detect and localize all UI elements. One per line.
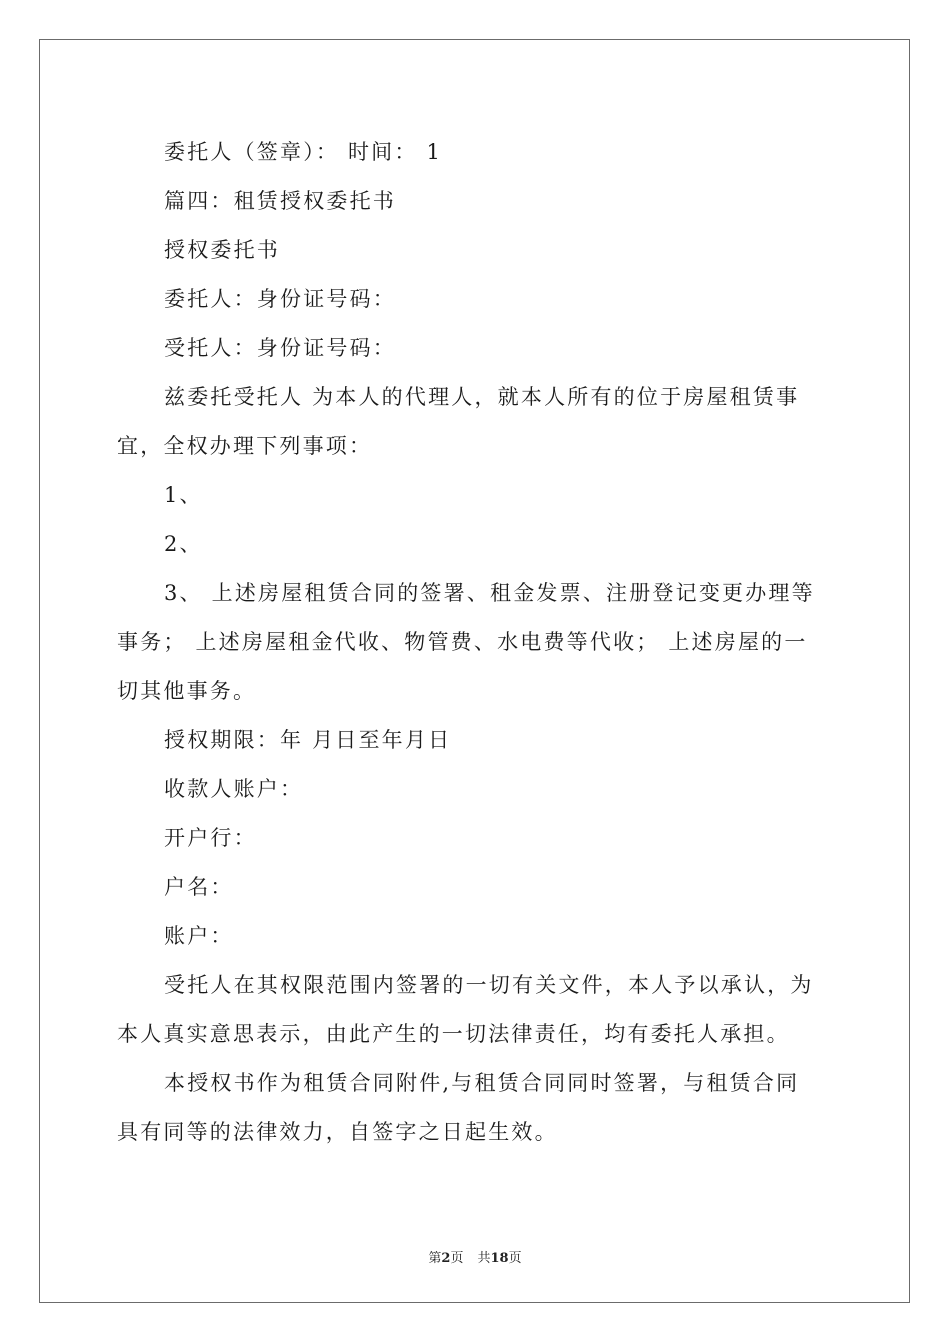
- agent-id-line: 受托人：身份证号码：: [164, 336, 396, 360]
- account-number-label: 账户：: [164, 924, 234, 948]
- signature-line: 委托人（签章）： 时间： 1: [164, 140, 443, 164]
- total-pages: 18: [490, 1251, 509, 1266]
- payee-account-label: 收款人账户：: [164, 777, 304, 801]
- principal-id-line: 委托人：身份证号码：: [164, 287, 396, 311]
- page-number: 2: [441, 1251, 451, 1266]
- page-prefix: 第: [428, 1251, 442, 1266]
- page-suffix: 页: [450, 1251, 464, 1266]
- paragraph-line: 受托人在其权限范围内签署的一切有关文件，本人予以承认，为: [164, 973, 814, 997]
- paragraph-line: 具有同等的法律效力，自签字之日起生效。: [117, 1120, 558, 1144]
- paragraph-line: 切其他事务。: [117, 679, 257, 703]
- paragraph-line: 本人真实意思表示，由此产生的一切法律责任，均有委托人承担。: [117, 1022, 790, 1046]
- total-suffix: 页: [508, 1251, 522, 1266]
- account-name-label: 户名：: [164, 875, 234, 899]
- list-item: 3、 上述房屋租赁合同的签署、租金发票、注册登记变更办理等: [164, 581, 815, 605]
- list-item: 1、: [164, 483, 203, 507]
- page-footer: [0, 1247, 950, 1266]
- paragraph-line: 宜，全权办理下列事项：: [117, 434, 373, 458]
- paragraph-line: 兹委托受托人 为本人的代理人，就本人所有的位于房屋租赁事: [164, 385, 800, 409]
- section-heading: 篇四：租赁授权委托书: [164, 189, 396, 213]
- authorization-period: 授权期限：年 月日至年月日: [164, 728, 452, 752]
- paragraph-line: 本授权书作为租赁合同附件,与租赁合同同时签署，与租赁合同: [164, 1071, 800, 1095]
- document-body: [117, 128, 833, 1157]
- list-item: 2、: [164, 532, 203, 556]
- bank-label: 开户行：: [164, 826, 257, 850]
- document-title: 授权委托书: [164, 238, 280, 262]
- total-prefix: 共: [477, 1251, 491, 1266]
- paragraph-line: 事务； 上述房屋租金代收、物管费、水电费等代收； 上述房屋的一: [117, 630, 808, 654]
